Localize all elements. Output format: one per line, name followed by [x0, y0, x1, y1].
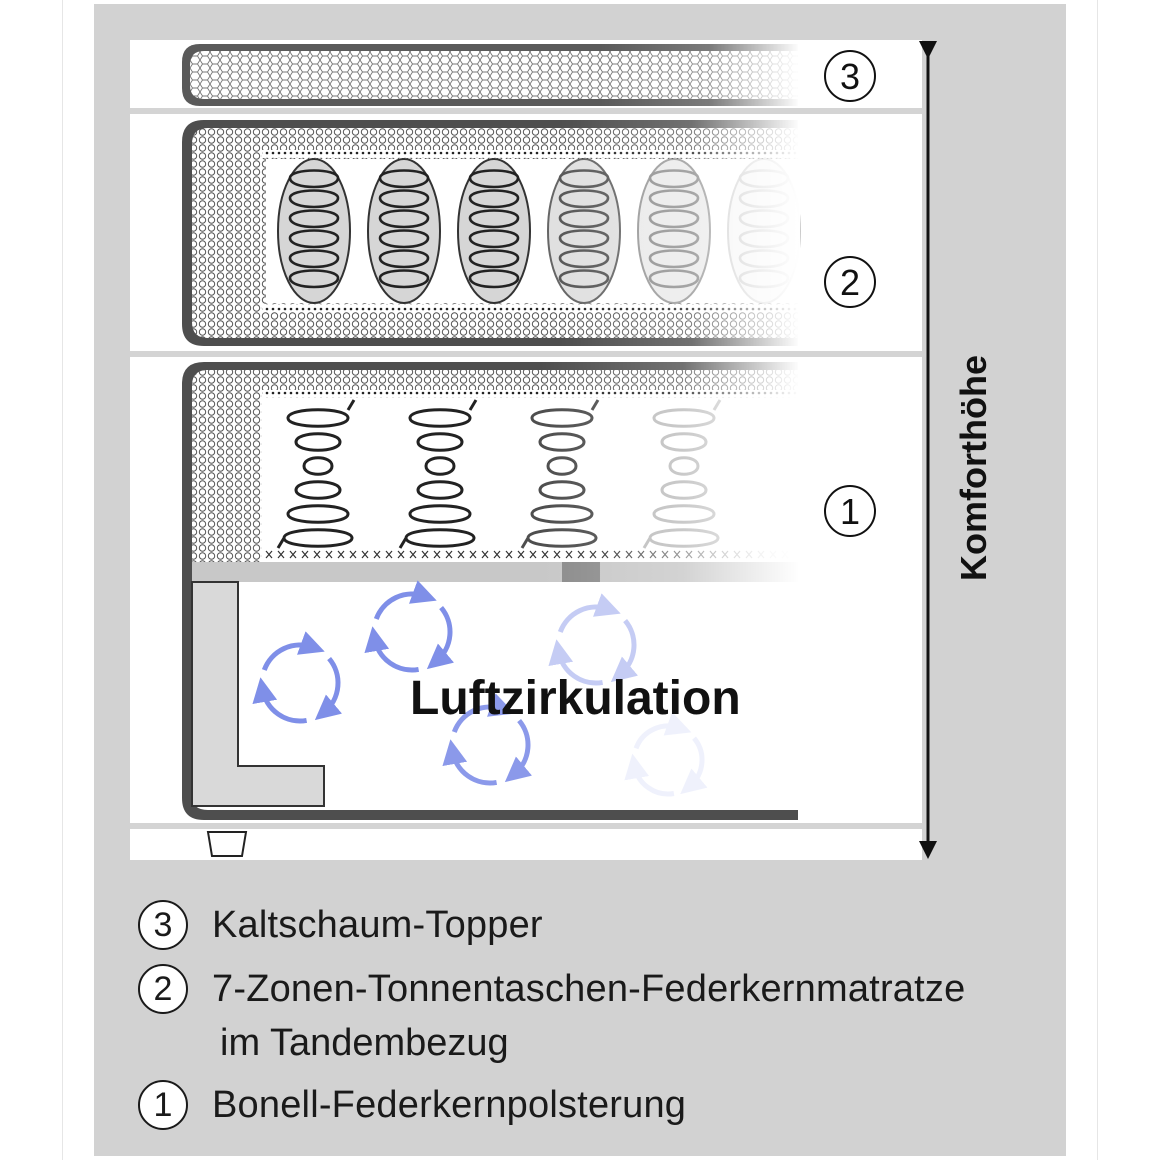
svg-text:3: 3 [839, 56, 861, 97]
legend-item-1 [138, 1080, 686, 1130]
layer-1-marker [825, 486, 875, 536]
layer-3-marker [825, 51, 875, 101]
separator-floor [130, 823, 922, 829]
legend-number: 1 [138, 1080, 188, 1130]
pocket-spring [278, 159, 350, 303]
layer-2-marker [825, 257, 875, 307]
separator-2-1 [130, 351, 922, 357]
comfort-height-label: Komforthöhe [953, 355, 994, 581]
legend-number: 2 [138, 964, 188, 1014]
legend-label: Kaltschaum-Topper [212, 903, 543, 946]
legend-label: Bonell-Federkernpolsterung [212, 1083, 687, 1126]
legend-number: 3 [138, 900, 188, 950]
pocket-spring [368, 159, 440, 303]
comfort-height-axis [928, 50, 994, 850]
legend-label: 7-Zonen-Tonnentaschen-Federkernmatratze [212, 967, 966, 1010]
air-circulation-label: Luftzirkulation [410, 672, 741, 725]
separator-3-2 [130, 108, 922, 114]
pocket-spring [458, 159, 530, 303]
legend-item-3 [138, 900, 543, 950]
topper-layer [182, 44, 800, 108]
svg-text:1: 1 [839, 491, 861, 532]
legend-label-continuation: im Tandembezug [220, 1022, 509, 1064]
legend-item-2 [138, 964, 965, 1014]
svg-text:2: 2 [839, 262, 861, 303]
bed-foot [208, 832, 246, 856]
pocket-spring-mattress-layer [182, 120, 800, 350]
